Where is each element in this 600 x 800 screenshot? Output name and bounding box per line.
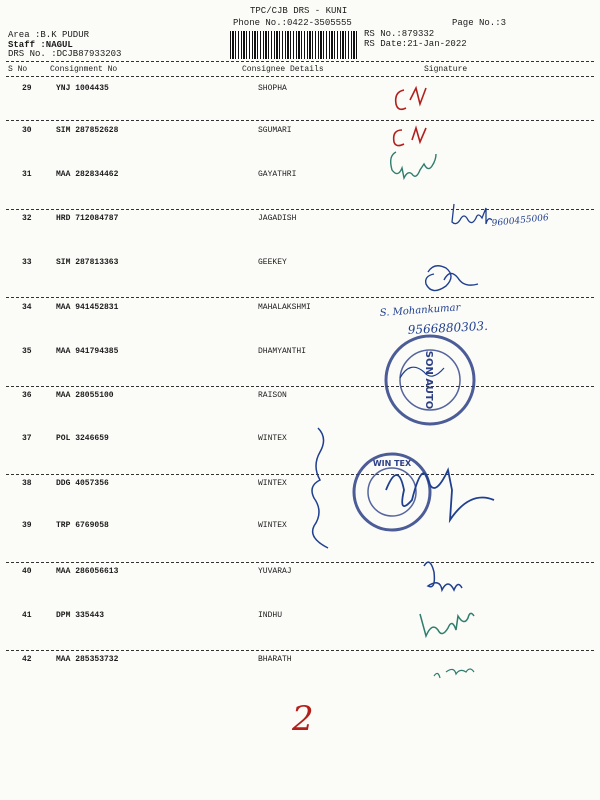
row-consignee: YUVARAJ [258,567,292,576]
signature-29 [396,88,426,109]
row-consignee: GAYATHRI [258,170,297,179]
row-sno: 36 [22,391,32,400]
handwritten-page-mark: 2 [292,699,314,739]
row-sno: 35 [22,347,32,356]
handwritten-name-34: S. Mohankumar [379,302,461,319]
row-consignment: MAA 286056613 [56,567,119,576]
row-consignee: WINTEX [258,521,287,530]
stamp-38-text: WIN TEX [372,459,412,468]
row-sno: 29 [22,84,32,93]
row-consignee: MAHALAKSHMI [258,303,311,312]
row-sno: 38 [22,479,32,488]
row-consignment: MAA 285353732 [56,655,119,664]
row-consignee: GEEKEY [258,258,287,267]
stamp-35 [386,336,474,424]
row-consignee: SGUMARI [258,126,292,135]
signature-40 [424,562,462,590]
handwritten-phone-32: 9600455006 [491,213,550,229]
row-consignment: TRP 6769058 [56,521,109,530]
phone-number: Phone No.:0422-3505555 [233,18,352,28]
row-sno: 31 [22,170,32,179]
row-consignee: BHARATH [258,655,292,664]
row-sno: 33 [22,258,32,267]
row-consignment: MAA 941452831 [56,303,119,312]
row-sno: 32 [22,214,32,223]
row-consignment: HRD 712084787 [56,214,119,223]
signature-32 [452,204,492,224]
signature-38 [386,470,494,520]
bracket-37-39 [312,428,328,548]
row-consignment: MAA 941794385 [56,347,119,356]
row-consignee: INDHU [258,611,283,620]
signature-33 [426,266,478,291]
row-sno: 40 [22,567,32,576]
row-consignee: RAISON [258,391,287,400]
page-number: Page No.:3 [452,18,507,28]
row-consignment: SIM 287852628 [56,126,119,135]
row-consignment: DPM 335443 [56,611,105,620]
signature-41 [420,613,474,636]
row-sno: 42 [22,655,32,664]
row-sno: 37 [22,434,32,443]
signature-42 [434,669,474,678]
row-consignment: DDG 4057356 [56,479,109,488]
row-consignment: SIM 287813363 [56,258,119,267]
row-sno: 34 [22,303,32,312]
staff-label: Staff :NAGUL [8,40,73,50]
row-consignment: MAA 282834462 [56,170,119,179]
signature-31 [391,152,436,178]
stamp-38 [354,454,430,530]
handwritten-phone-34: 9566880303. [407,318,489,337]
column-header-sno: S No [8,65,28,74]
column-header-signature: Signature [424,65,468,74]
row-consignee: SHOPHA [258,84,287,93]
row-consignee: WINTEX [258,479,287,488]
row-consignment: POL 3246659 [56,434,109,443]
column-header-consignment: Consignment No [50,65,118,74]
row-consignee: WINTEX [258,434,287,443]
row-sno: 30 [22,126,32,135]
row-consignment: MAA 28055100 [56,391,114,400]
signature-30-red [394,128,426,146]
rs-date: RS Date:21-Jan-2022 [364,39,467,49]
column-header-consignee: Consignee Details [242,65,324,74]
row-consignee: JAGADISH [258,214,297,223]
stamp-35-text: SON AUTO [423,350,434,410]
row-sno: 41 [22,611,32,620]
drs-number: DRS No. :DCJB87933203 [8,49,122,59]
rs-number: RS No.:879332 [364,29,435,39]
document-title: TPC/CJB DRS - KUNI [250,6,348,16]
row-consignee: DHAMYANTHI [258,347,307,356]
row-sno: 39 [22,521,32,530]
row-consignment: YNJ 1004435 [56,84,109,93]
area-label: Area :B.K PUDUR [8,30,90,40]
